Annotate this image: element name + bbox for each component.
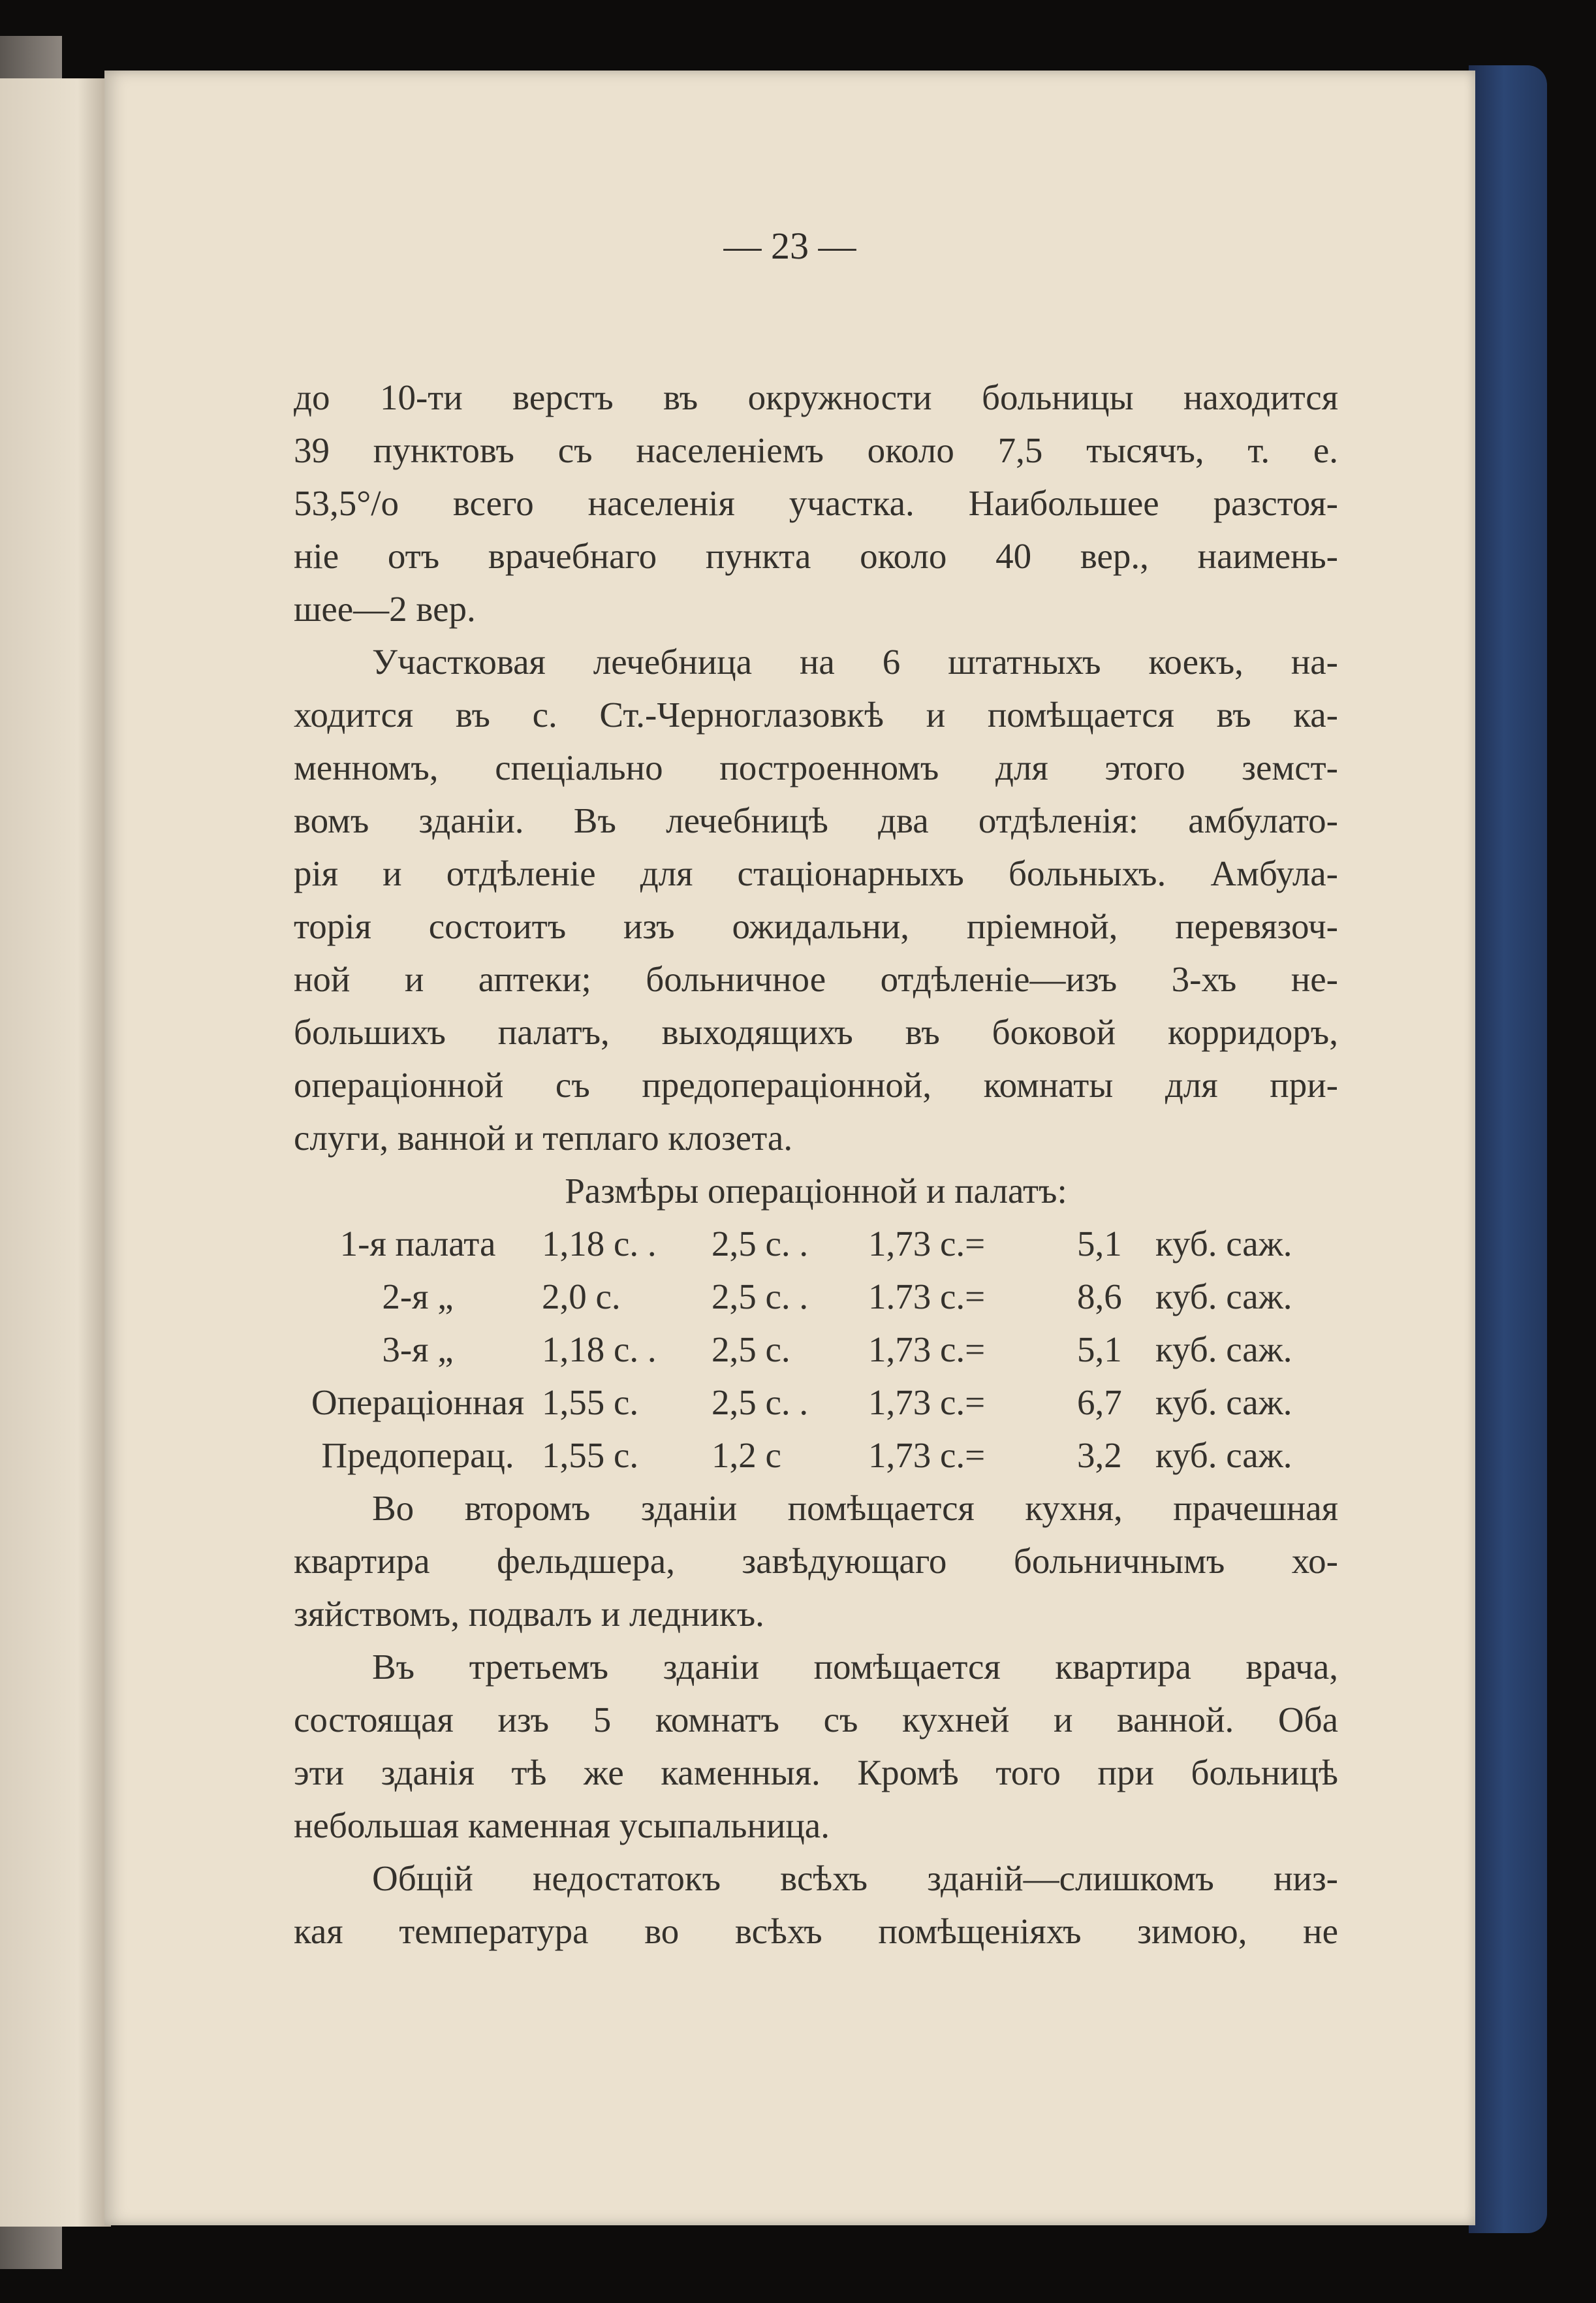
volume-value: 3,2 bbox=[1077, 1435, 1122, 1475]
text-line: ходится въ с. Ст.-Черноглазовкѣ и помѣщается въ ка- bbox=[294, 695, 1338, 735]
dimensions-table bbox=[294, 1217, 1338, 1482]
table-row bbox=[294, 1429, 1338, 1482]
text-line: зяйствомъ, подвалъ и ледникъ. bbox=[294, 1594, 764, 1634]
room-name: Операціонная bbox=[311, 1382, 525, 1422]
text-line: большихъ палатъ, выходящихъ въ боковой корридоръ, bbox=[294, 1012, 1338, 1052]
text-line: вомъ зданіи. Въ лечебницѣ два отдѣленія: амбулато- bbox=[294, 801, 1338, 840]
room-name: Предоперац. bbox=[321, 1435, 514, 1475]
paragraph-2 bbox=[294, 635, 1338, 1164]
dimension-c: 1.73 с.= bbox=[868, 1277, 986, 1316]
table-row bbox=[294, 1270, 1338, 1323]
text-line: Участковая лечебница на 6 штатныхъ коекъ, на- bbox=[372, 642, 1338, 682]
dimension-b: 2,5 с. . bbox=[712, 1382, 809, 1422]
book-cover-edge bbox=[1469, 65, 1547, 2233]
dimension-b: 1,2 с bbox=[712, 1435, 781, 1475]
dimension-a: 1,55 с. bbox=[542, 1435, 639, 1475]
dimension-c: 1,73 с.= bbox=[868, 1329, 986, 1369]
paragraph-4 bbox=[294, 1640, 1338, 1852]
text-line: менномъ, спеціально построенномъ для этого земст- bbox=[294, 748, 1338, 787]
text-line: торія состоитъ изъ ожидальни, пріемной, перевязоч- bbox=[294, 906, 1338, 946]
room-name: 3-я „ bbox=[382, 1329, 454, 1369]
volume-unit: куб. саж. bbox=[1155, 1224, 1292, 1263]
dimension-a: 2,0 с. bbox=[542, 1277, 621, 1316]
previous-page-edge bbox=[0, 78, 111, 2227]
volume-unit: куб. саж. bbox=[1155, 1382, 1292, 1422]
page-text bbox=[294, 371, 1338, 1958]
dimension-a: 1,18 с. . bbox=[542, 1224, 657, 1263]
text-line: Въ третьемъ зданіи помѣщается квартира врача, bbox=[372, 1647, 1338, 1687]
volume-unit: куб. саж. bbox=[1155, 1277, 1292, 1316]
text-line: ной и аптеки; больничное отдѣленіе—изъ 3-хъ не- bbox=[294, 959, 1338, 999]
volume-value: 8,6 bbox=[1077, 1277, 1122, 1316]
text-line: Во второмъ зданіи помѣщается кухня, прачешная bbox=[372, 1488, 1338, 1528]
text-line: небольшая каменная усыпальница. bbox=[294, 1805, 830, 1845]
table-row bbox=[294, 1217, 1338, 1270]
room-name: 1-я палата bbox=[339, 1224, 496, 1263]
volume-unit: куб. саж. bbox=[1155, 1329, 1292, 1369]
text-line: кая температура во всѣхъ помѣщеніяхъ зимою, не bbox=[294, 1911, 1338, 1951]
room-name: 2-я „ bbox=[382, 1277, 454, 1316]
text-line: эти зданія тѣ же каменныя. Кромѣ того при больницѣ bbox=[294, 1753, 1338, 1792]
dimension-a: 1,55 с. bbox=[542, 1382, 639, 1422]
volume-value: 5,1 bbox=[1077, 1329, 1122, 1369]
text-line: рія и отдѣленіе для стаціонарныхъ больныхъ. Амбула- bbox=[294, 853, 1338, 893]
text-line: шее—2 вер. bbox=[294, 589, 476, 629]
dimension-c: 1,73 с.= bbox=[868, 1435, 986, 1475]
text-line: операціонной съ предоперaціонной, комнаты для при- bbox=[294, 1065, 1338, 1105]
text-line: 39 пунктовъ съ населеніемъ около 7,5 тысячъ, т. е. bbox=[294, 430, 1338, 470]
volume-value: 5,1 bbox=[1077, 1224, 1122, 1263]
dimension-a: 1,18 с. . bbox=[542, 1329, 657, 1369]
dimension-c: 1,73 с.= bbox=[868, 1382, 986, 1422]
dimension-b: 2,5 с. . bbox=[712, 1224, 809, 1263]
table-row bbox=[294, 1376, 1338, 1429]
text-line: до 10-ти верстъ въ окружности больницы находится bbox=[294, 377, 1338, 417]
text-line: 53,5°/о всего населенія участка. Наибольшее разстоя- bbox=[294, 483, 1338, 523]
book-page bbox=[104, 71, 1475, 2225]
dimension-b: 2,5 с. . bbox=[712, 1277, 809, 1316]
table-row bbox=[294, 1323, 1338, 1376]
text-line: Общій недостатокъ всѣхъ зданій—слишкомъ низ- bbox=[372, 1858, 1338, 1898]
dimension-c: 1,73 с.= bbox=[868, 1224, 986, 1263]
table-title: Размѣры операціонной и палатъ: bbox=[565, 1171, 1067, 1211]
dimension-b: 2,5 с. bbox=[712, 1329, 790, 1369]
text-line: слуги, ванной и теплаго клозета. bbox=[294, 1118, 793, 1158]
paragraph-5 bbox=[294, 1852, 1338, 1958]
volume-unit: куб. саж. bbox=[1155, 1435, 1292, 1475]
page-number: — 23 — bbox=[723, 225, 856, 267]
text-line: квартира фельдшера, завѣдующаго больничнымъ хо- bbox=[294, 1541, 1338, 1581]
text-line: ніе отъ врачебнаго пункта около 40 вер., наимень- bbox=[294, 536, 1338, 576]
volume-value: 6,7 bbox=[1077, 1382, 1122, 1422]
paragraph-1 bbox=[294, 371, 1338, 635]
paragraph-3 bbox=[294, 1482, 1338, 1640]
text-line: состоящая изъ 5 комнатъ съ кухней и ванной. Оба bbox=[294, 1700, 1338, 1739]
